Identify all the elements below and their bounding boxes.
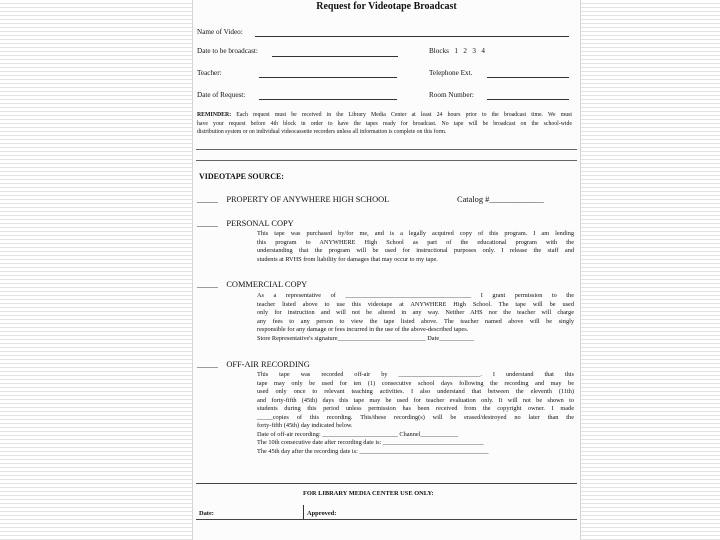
commercial-line: teacher listed above to use this videotape at ANYWHERE High School. The tape will be used [257,300,574,308]
off-air-line: and forty-fifth (45th) days this tape may be used for teacher evaluation only. It will not be shown to [257,396,574,404]
commercial-copy-option [197,280,307,289]
date-to-be-broadcast-label: Date to be broadcast: [197,47,258,55]
room-number-field[interactable] [487,99,569,100]
off-air-line: students during this period unless permission has been received from the copyright owner. I made [257,405,574,413]
section-divider [196,149,577,150]
block-option-4[interactable]: 4 [481,47,485,55]
form-title: Request for Videotape Broadcast [316,1,457,12]
property-checkbox-blank[interactable]: _____ [197,195,218,204]
commercial-copy-text [257,292,574,343]
date-of-request-label: Date of Request: [197,91,246,99]
off-air-checkbox-blank[interactable]: _____ [197,360,218,369]
section-divider [196,160,577,161]
library-approved-label: Approved: [307,510,337,517]
off-air-line: used only once to relevant teaching activities. I also understand that between the eleventh (11th) [257,388,574,396]
reminder-line-2: have your request before 4th block in order to have the tapes ready for broadcast. No tape will be broadcast on the school-wide [197,120,572,127]
catalog-number-field[interactable]: Catalog #_____________ [457,195,544,204]
commercial-line: responsible for any damage or fees incurred in the use of the above-described tapes. [257,326,469,334]
videotape-source-heading: VIDEOTAPE SOURCE: [199,172,284,181]
date-of-request-field[interactable] [259,99,397,100]
reminder-line-1: Each request must be received in the Library Media Center at least 24 hours prior to the broadcast time. We must [236,112,572,118]
personal-line: students at RVHS from liability for damages that may occur to my tape. [257,255,438,263]
reminder-line-3: distribution system or on individual videocassette recorders unless all information is complete on this form. [197,129,447,135]
blocks-label: Blocks [429,47,449,55]
tenth-day-date-line[interactable]: The 10th consecutive date after recording date is: ________________________________ [257,439,484,447]
personal-line: This tape was purchased by/for me, and is a legally acquired copy of this program. I am lending [257,230,574,237]
teacher-field[interactable] [259,77,397,78]
commercial-copy-label: COMMERCIAL COPY [226,280,308,289]
personal-copy-option [197,219,294,228]
commercial-line: only for instruction and will not be altered in any way. Neither AHS nor the teacher will charge [257,309,574,317]
teacher-label: Teacher: [197,69,222,77]
off-air-text [257,371,574,456]
block-option-3[interactable]: 3 [472,47,476,55]
personal-copy-checkbox-blank[interactable]: _____ [197,219,218,228]
forty-fifth-day-date-line[interactable]: The 45th day after the recording date is: _________________________________________ [257,447,489,455]
personal-copy-label: PERSONAL COPY [226,219,294,228]
property-label: PROPERTY OF ANYWHERE HIGH SCHOOL [226,195,390,204]
commercial-copy-checkbox-blank[interactable]: _____ [197,280,218,289]
blocks-group [429,47,485,56]
personal-line: understanding that the program will be used for instructional purposes only. I release the staff and [257,247,574,255]
library-use-heading: FOR LIBRARY MEDIA CENTER USE ONLY: [303,490,434,497]
property-option [197,195,389,204]
date-to-be-broadcast-field[interactable] [272,56,398,57]
off-air-option [197,360,310,369]
reminder-prefix: REMINDER: [197,112,232,118]
personal-copy-text [257,230,574,264]
document-page [193,0,580,540]
block-option-1[interactable]: 1 [454,47,458,55]
room-number-label: Room Number: [429,91,474,99]
off-air-recording-date-line[interactable]: Date of off-air recording: ________________________ Channel____________ [257,430,459,438]
library-bottom-rule [196,519,577,520]
off-air-line: _____copies of this recording. This/these recording(s) will be erased/destroyed no later than the [257,413,574,421]
block-option-2[interactable]: 2 [463,47,467,55]
personal-line: this program to ANYWHERE High School as part of the educational program with the [257,238,574,246]
store-representative-signature-line[interactable]: Store Representative's signature____________________________ Date___________ [257,334,474,342]
library-date-label: Date: [199,510,214,517]
off-air-line: tape may only be used for ten (1) consecutive school days following the recording and may be [257,379,574,387]
off-air-line: forty-fifth (45th) day indicated below. [257,422,353,430]
telephone-ext-field[interactable] [487,77,569,78]
commercial-line: As a representative of ________________________________________ I grant permission to the [257,292,574,299]
name-of-video-label: Name of Video: [197,28,243,36]
off-air-label: OFF-AIR RECORDING [226,360,310,369]
off-air-line: This tape was recorded off-air by __________________________. I understand that this [257,371,574,378]
telephone-ext-label: Telephone Ext. [429,69,473,77]
commercial-line: any fees to any person to view the tape listed above. The teacher named above will be singly [257,317,574,325]
name-of-video-field[interactable] [255,36,569,37]
library-field-divider [303,505,304,519]
library-divider [196,483,577,484]
reminder-note [197,111,572,137]
